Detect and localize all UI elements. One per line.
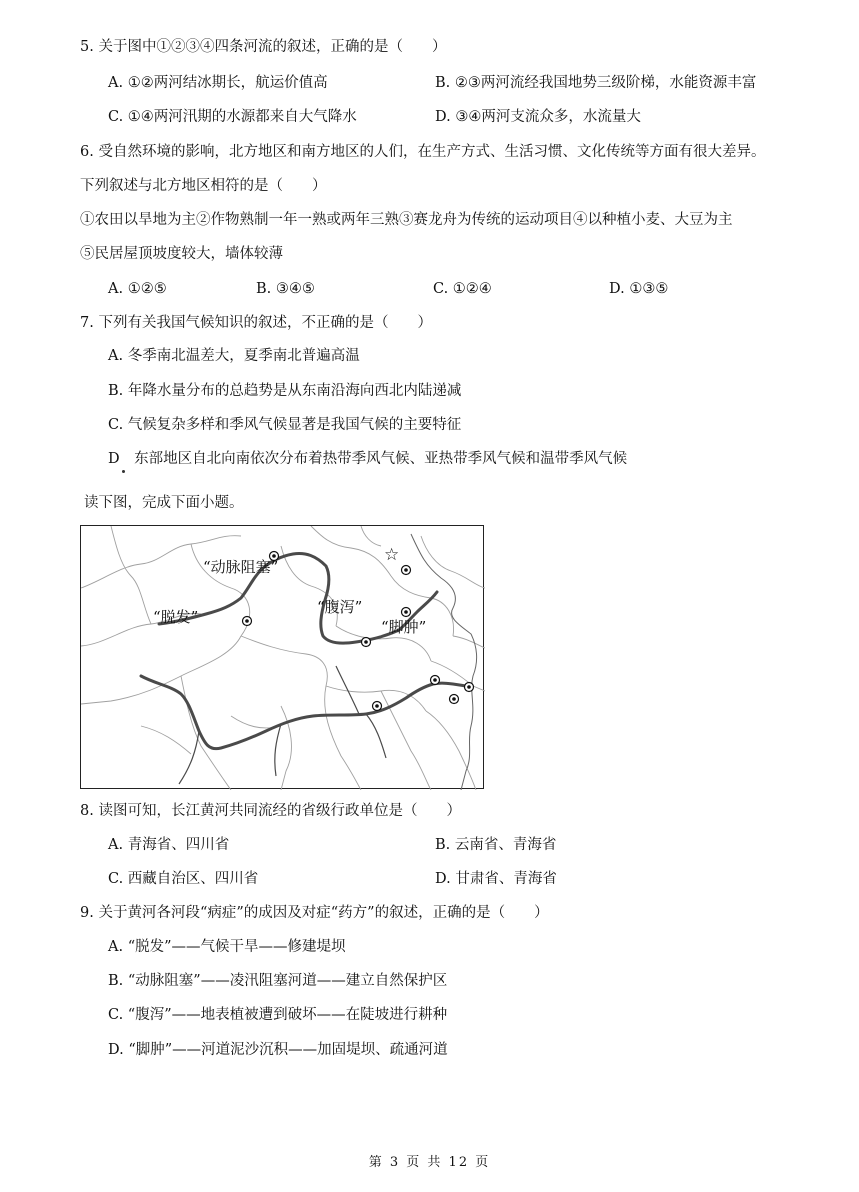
q9-stem: 9. 关于黄河各河段“病症”的成因及对症“药方”的叙述，正确的是（ ）: [80, 905, 549, 921]
q9-option-d: D. “脚肿”——河道泥沙沉积——加固堤坝、疏通河道: [108, 1042, 448, 1058]
q8-option-b: B. 云南省、青海省: [435, 837, 557, 853]
q7-option-b: B. 年降水量分布的总趋势是从东南沿海向西北内陆递减: [108, 383, 462, 399]
q6-stem-line1: 6. 受自然环境的影响，北方地区和南方地区的人们，在生产方式、生活习惯、文化传统等方面有很大差异。: [80, 144, 766, 160]
q6-statements-line1: ①农田以旱地为主②作物熟制一年一熟或两年三熟③赛龙舟为传统的运动项目④以种植小麦、大豆为主: [80, 212, 733, 228]
stray-mark: [122, 470, 125, 473]
map-intro: 读下图，完成下面小题。: [84, 495, 244, 511]
q6-option-c: C. ①②④: [433, 281, 492, 297]
q6-option-a: A. ①②⑤: [108, 281, 167, 297]
q5-option-c: C. ①④两河汛期的水源都来自大气降水: [108, 109, 357, 125]
q6-option-b: B. ③④⑤: [256, 281, 315, 297]
q9-option-c: C. “腹泻”——地表植被遭到破坏——在陡坡进行耕种: [108, 1007, 448, 1023]
coastline: [411, 534, 477, 790]
q8-option-c: C. 西藏自治区、四川省: [108, 871, 259, 887]
q5-option-d: D. ③④两河支流众多，水流量大: [435, 109, 641, 125]
q5-option-b: B. ②③两河流经我国地势三级阶梯，水能资源丰富: [435, 75, 757, 91]
map-label-diarrhea: “腹泻”: [317, 598, 363, 616]
q7-option-c: C. 气候复杂多样和季风气候显著是我国气候的主要特征: [108, 417, 462, 433]
yangtze-river: [141, 676, 466, 749]
q8-option-a: A. 青海省、四川省: [108, 837, 230, 853]
q8-option-d: D. 甘肃省、青海省: [435, 871, 557, 887]
q5-stem: 5. 关于图中①②③④四条河流的叙述，正确的是（ ）: [80, 39, 447, 55]
q8-stem: 8. 读图可知，长江黄河共同流经的省级行政单位是（ ）: [80, 803, 461, 819]
map-label-hairloss: “脱发”: [153, 608, 199, 626]
q6-option-d: D. ①③⑤: [609, 281, 669, 297]
q6-stem-line2: 下列叙述与北方地区相符的是（ ）: [80, 178, 327, 194]
page-footer: 第 3 页 共 12 页: [368, 1155, 491, 1170]
q7-stem: 7. 下列有关我国气候知识的叙述，不正确的是（ ）: [80, 315, 432, 331]
yellow-river-map: [80, 525, 484, 789]
q7-option-a: A. 冬季南北温差大，夏季南北普遍高温: [108, 348, 360, 364]
q7-option-d: D 东部地区自北向南依次分布着热带季风气候、亚热带季风气候和温带季风气候: [108, 451, 628, 467]
province-borders: [81, 526, 485, 790]
q9-option-b: B. “动脉阻塞”——凌汛阻塞河道——建立自然保护区: [108, 973, 448, 989]
q5-option-a: A. ①②两河结冰期长，航运价值高: [108, 75, 328, 91]
capital-star-icon: ☆: [384, 545, 400, 565]
map-label-artery: “动脉阻塞”: [203, 558, 279, 576]
map-label-swelling: “脚肿”: [381, 618, 427, 636]
q6-statements-line2: ⑤民居屋顶坡度较大，墙体较薄: [80, 246, 283, 262]
q9-option-a: A. “脱发”——气候干旱——修建堤坝: [108, 939, 346, 955]
map-svg: [81, 526, 485, 790]
